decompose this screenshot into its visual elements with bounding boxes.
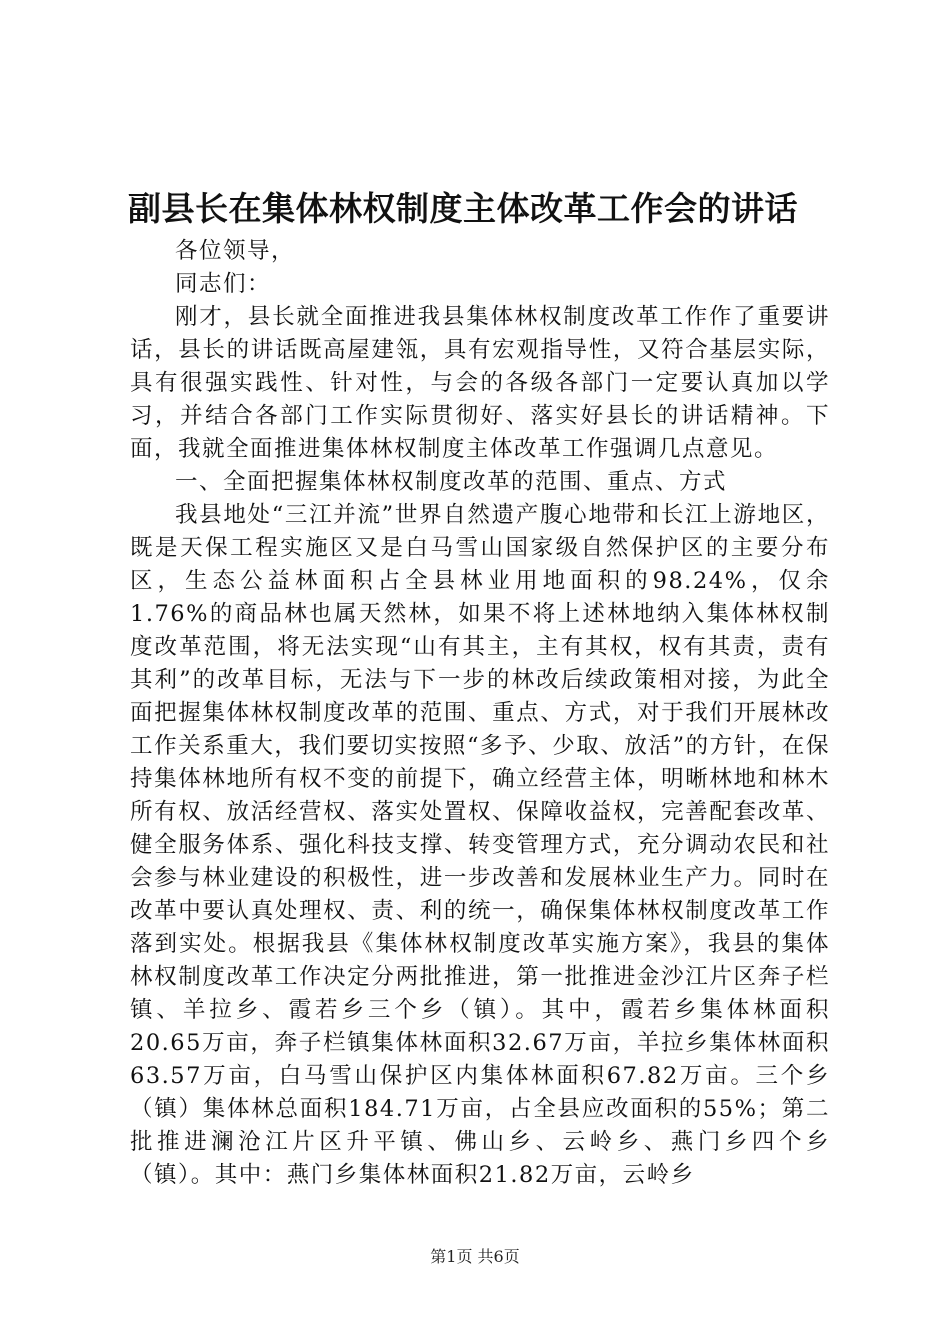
document-title: 副县长在集体林权制度主体改革工作会的讲话 [128,189,798,228]
body-paragraph: 我县地处“三江并流”世界自然遗产腹心地带和长江上游地区，既是天保工程实施区又是白马雪山国家级自然保护区的主要分布区，生态公益林面积占全县林业用地面积的98.24%，仅余1.76%的商品林也属天然林，如果不将上述林地纳入集体林权制度改革范围，将无法实现“山有其主，主有其权，权有其责，责有其利”的改革目标，无法与下一步的林改后续政策相对接，为此全面把握集体林权制度改革的范围、重点、方式，对于我们开展林改工作关系重大，我们要切实按照“多予、少取、放活”的方针，在保持集体林地所有权不变的前提下，确立经营主体，明晰林地和林木所有权、放活经营权、落实处置权、保障收益权，完善配套改革、健全服务体系、强化科技支撑、转变管理方式，充分调动农民和社会参与林业建设的积极性，进一步改善和发展林业生产力。同时在改革中要认真处理权、责、利的统一，确保集体林权制度改革工作落到实处。根据我县《集体林权制度改革实施方案》，我县的集体林权制度改革工作决定分两批推进，第一批推进金沙江片区奔子栏镇、羊拉乡、霞若乡三个乡（镇）。其中，霞若乡集体林面积20.65万亩，奔子栏镇集体林面积32.67万亩，羊拉乡集体林面积63.57万亩，白马雪山保护区内集体林面积67.82万亩。三个乡（镇）集体林总面积184.71万亩，占全县应改面积的55%；第二批推进澜沧江片区升平镇、佛山乡、云岭乡、燕门乡四个乡（镇）。其中：燕门乡集体林面积21.82万亩，云岭乡 [130,502,830,1188]
body-paragraph: 刚才，县长就全面推进我县集体林权制度改革工作作了重要讲话，县长的讲话既高屋建瓴，具有宏观指导性，又符合基层实际，具有很强实践性、针对性，与会的各级各部门一定要认真加以学习，并结合各部门工作实际贯彻好、落实好县长的讲话精神。下面，我就全面推进集体林权制度主体改革工作强调几点意见。 [130,304,830,462]
salutation-comrades: 同志们： [175,271,272,297]
document-body [130,235,830,1192]
section-heading: 一、全面把握集体林权制度改革的范围、重点、方式 [175,469,728,495]
salutation-leaders: 各位领导， [175,238,296,264]
page-number: 第1页 共6页 [430,1247,520,1266]
